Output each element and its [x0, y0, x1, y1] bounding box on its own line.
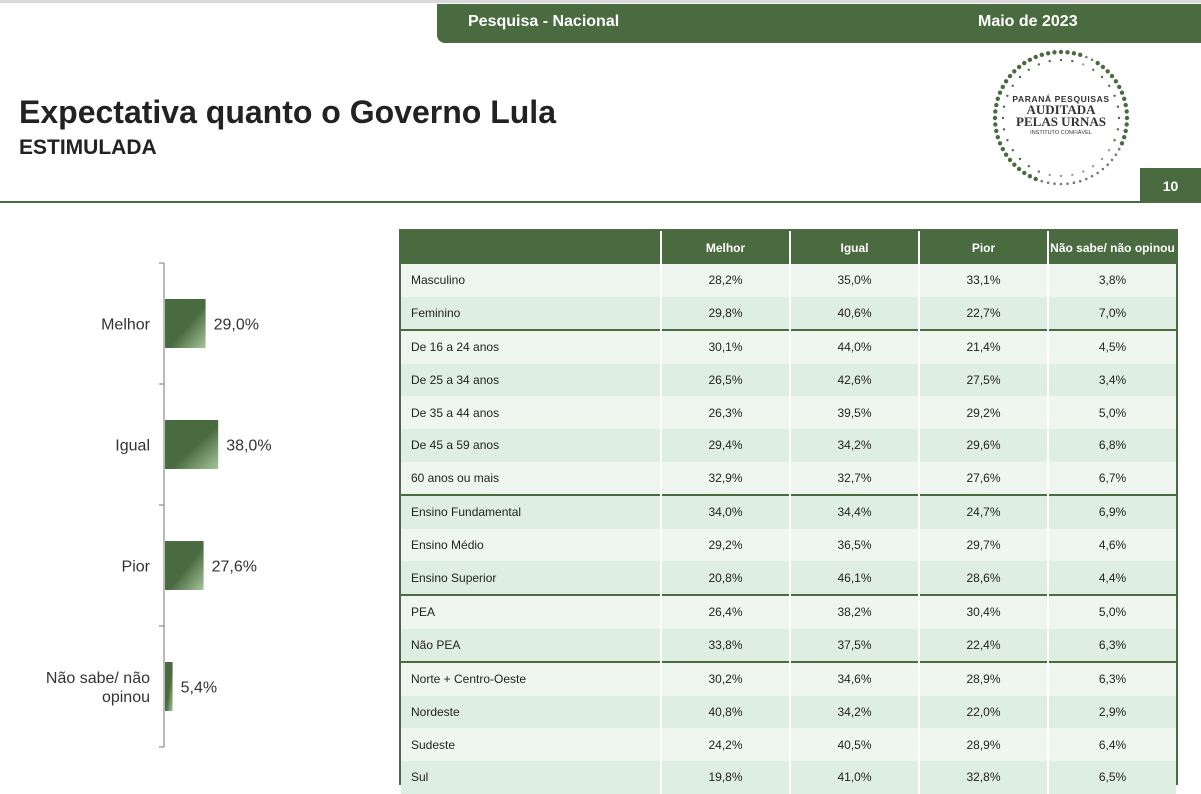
value-cell: 27,6%	[919, 462, 1048, 496]
logo-dot	[1004, 153, 1008, 157]
value-cell: 40,6%	[790, 297, 919, 331]
logo-dot	[1101, 158, 1103, 160]
value-cell: 29,8%	[661, 297, 790, 331]
logo-dot	[994, 103, 998, 107]
logo-dot	[1038, 170, 1040, 172]
logo-dot	[1125, 122, 1129, 126]
logo-dot	[1003, 106, 1005, 108]
logo-dot	[1096, 172, 1099, 175]
value-cell: 32,7%	[790, 462, 919, 496]
value-cell: 3,8%	[1048, 264, 1176, 297]
page-subtitle: ESTIMULADA	[19, 136, 157, 159]
value-cell: 29,7%	[919, 529, 1048, 562]
logo-dot	[1006, 139, 1008, 141]
logo-dot	[1108, 85, 1110, 87]
value-cell: 21,4%	[919, 330, 1048, 364]
logo-dot	[1022, 61, 1026, 65]
value-cell: 6,9%	[1048, 495, 1176, 529]
logo-dot	[1028, 174, 1032, 178]
value-cell: 20,8%	[661, 561, 790, 595]
audit-seal-logo	[980, 46, 1142, 196]
logo-dot	[994, 129, 998, 133]
chart-value-label: 29,0%	[213, 316, 259, 334]
logo-dot	[1102, 168, 1105, 171]
table-row	[401, 330, 1176, 364]
table-header-cell	[401, 231, 661, 264]
logo-dot	[1113, 139, 1115, 141]
value-cell: 29,4%	[661, 429, 790, 462]
logo-dot	[1060, 175, 1062, 177]
logo-dot	[1041, 180, 1044, 183]
value-cell: 30,4%	[919, 595, 1048, 629]
logo-dot	[1019, 76, 1021, 78]
logo-dot	[1066, 182, 1069, 185]
logo-dot	[1113, 95, 1115, 97]
value-cell: 3,4%	[1048, 364, 1176, 397]
value-cell: 46,1%	[790, 561, 919, 595]
table-row	[401, 429, 1176, 462]
logo-dot	[1012, 85, 1014, 87]
value-cell: 39,5%	[790, 396, 919, 429]
logo-dot	[1120, 141, 1124, 145]
value-cell: 26,3%	[661, 396, 790, 429]
row-label-cell: Nordeste	[401, 696, 661, 729]
logo-dot	[1079, 180, 1082, 183]
value-cell: 30,2%	[661, 662, 790, 696]
logo-dot	[1091, 59, 1094, 62]
table-row	[401, 595, 1176, 629]
logo-dot	[1028, 69, 1030, 71]
table-header-cell: Melhor	[661, 231, 790, 264]
logo-dot	[1085, 56, 1088, 59]
value-cell: 34,2%	[790, 429, 919, 462]
logo-line4: INSTITUTO CONFIÁVEL	[1030, 130, 1092, 136]
logo-dot	[1034, 177, 1038, 181]
survey-scope-label: Pesquisa - Nacional	[468, 13, 620, 30]
value-cell: 34,6%	[790, 662, 919, 696]
row-label-cell: Não PEA	[401, 629, 661, 663]
logo-dot	[1003, 128, 1005, 130]
chart-value-label: 27,6%	[211, 558, 257, 576]
logo-dot	[1117, 106, 1119, 108]
table-body	[401, 264, 1176, 794]
logo-dot	[1052, 50, 1056, 54]
logo-dot	[1059, 50, 1063, 54]
logo-dot	[1008, 74, 1012, 78]
logo-dot	[1125, 116, 1129, 120]
logo-dot	[1047, 181, 1050, 184]
chart-category-label: Não sabe/ não	[45, 670, 150, 687]
value-cell: 40,5%	[790, 728, 919, 761]
chart-value-label: 5,4%	[180, 679, 218, 697]
logo-dot	[993, 109, 997, 113]
logo-dot	[1046, 51, 1050, 55]
value-cell: 29,2%	[919, 396, 1048, 429]
logo-dot	[998, 91, 1002, 95]
logo-dot	[1082, 170, 1084, 172]
value-cell: 36,5%	[790, 529, 919, 562]
value-cell: 41,0%	[790, 761, 919, 794]
table-row	[401, 462, 1176, 496]
page-title: Expectativa quanto o Governo Lula	[19, 94, 556, 130]
logo-dot	[1028, 165, 1030, 167]
table-header-row	[401, 231, 1176, 264]
logo-dot	[1092, 69, 1094, 71]
value-cell: 5,0%	[1048, 595, 1176, 629]
value-cell: 38,2%	[790, 595, 919, 629]
value-cell: 32,9%	[661, 462, 790, 496]
logo-dot	[1008, 158, 1012, 162]
page-number: 10	[1140, 168, 1201, 202]
logo-dot	[1028, 58, 1032, 62]
value-cell: 4,5%	[1048, 330, 1176, 364]
logo-dot	[1071, 60, 1073, 62]
logo-dot	[1096, 61, 1100, 65]
logo-dot	[993, 116, 997, 120]
row-label-cell: Masculino	[401, 264, 661, 297]
value-cell: 22,4%	[919, 629, 1048, 663]
value-cell: 33,8%	[661, 629, 790, 663]
logo-dot	[1012, 163, 1016, 167]
chart-bar	[165, 299, 206, 348]
logo-dot	[1001, 85, 1005, 89]
logo-dot	[1017, 65, 1021, 69]
logo-dot	[1125, 109, 1129, 113]
logo-dot	[1106, 69, 1110, 73]
logo-dot	[1120, 91, 1124, 95]
logo-dot	[1049, 174, 1051, 176]
value-cell: 4,6%	[1048, 529, 1176, 562]
value-cell: 24,2%	[661, 728, 790, 761]
logo-dot	[1012, 69, 1016, 73]
logo-dot	[1101, 76, 1103, 78]
table-row	[401, 529, 1176, 562]
logo-dot	[1122, 97, 1126, 101]
value-cell: 32,8%	[919, 761, 1048, 794]
row-label-cell: De 45 a 59 anos	[401, 429, 661, 462]
value-cell: 6,8%	[1048, 429, 1176, 462]
logo-dot	[1049, 60, 1051, 62]
logo-line2: AUDITADA	[1026, 102, 1096, 117]
logo-line3: PELAS URNAS	[1016, 114, 1106, 129]
table-row	[401, 364, 1176, 397]
value-cell: 27,5%	[919, 364, 1048, 397]
table-row	[401, 264, 1176, 297]
logo-dot	[1124, 129, 1128, 133]
logo-dot	[1118, 148, 1121, 151]
row-label-cell: Sudeste	[401, 728, 661, 761]
logo-dot	[1038, 63, 1040, 65]
value-cell: 37,5%	[790, 629, 919, 663]
chart-category-label: Pior	[121, 558, 150, 576]
crosstab-table-wrapper	[399, 229, 1178, 785]
value-cell: 6,3%	[1048, 662, 1176, 696]
logo-dot	[1082, 63, 1084, 65]
value-cell: 40,8%	[661, 696, 790, 729]
value-cell: 5,0%	[1048, 396, 1176, 429]
logo-dot	[1117, 128, 1119, 130]
logo-dot	[1085, 178, 1088, 181]
logo-dot	[1040, 53, 1044, 57]
value-cell: 19,8%	[661, 761, 790, 794]
logo-dot	[1092, 165, 1094, 167]
value-cell: 28,9%	[919, 662, 1048, 696]
row-label-cell: Ensino Médio	[401, 529, 661, 562]
table-header-cell: Pior	[919, 231, 1048, 264]
row-label-cell: Ensino Superior	[401, 561, 661, 595]
value-cell: 6,5%	[1048, 761, 1176, 794]
table-row	[401, 662, 1176, 696]
logo-dot	[1091, 175, 1094, 178]
logo-dot	[1017, 167, 1021, 171]
table-row	[401, 728, 1176, 761]
bar-chart	[0, 255, 390, 755]
logo-dot	[1012, 149, 1014, 151]
row-label-cell: De 16 a 24 anos	[401, 330, 661, 364]
value-cell: 7,0%	[1048, 297, 1176, 331]
logo-dot	[1122, 135, 1126, 139]
value-cell: 26,5%	[661, 364, 790, 397]
table-row	[401, 561, 1176, 595]
value-cell: 22,0%	[919, 696, 1048, 729]
logo-dot	[993, 122, 997, 126]
header-divider	[0, 201, 1201, 203]
logo-dot	[1065, 50, 1069, 54]
logo-dot	[1114, 79, 1118, 83]
table-header-cell: Igual	[790, 231, 919, 264]
value-cell: 30,1%	[661, 330, 790, 364]
value-cell: 26,4%	[661, 595, 790, 629]
logo-dot	[1124, 103, 1128, 107]
logo-dot	[1004, 79, 1008, 83]
row-label-cell: Sul	[401, 761, 661, 794]
logo-dot	[1110, 74, 1114, 78]
logo-dot	[1071, 174, 1073, 176]
logo-dot	[1072, 51, 1076, 55]
table-row	[401, 297, 1176, 331]
chart-category-label: Igual	[115, 437, 150, 455]
row-label-cell: PEA	[401, 595, 661, 629]
logo-dot	[996, 135, 1000, 139]
logo-dot	[1022, 171, 1026, 175]
top-border	[0, 0, 1201, 3]
value-cell: 34,0%	[661, 495, 790, 529]
value-cell: 29,2%	[661, 529, 790, 562]
table-row	[401, 629, 1176, 663]
logo-dot	[1002, 117, 1004, 119]
logo-dot	[1111, 159, 1114, 162]
logo-dot	[1117, 85, 1121, 89]
logo-dot	[1118, 117, 1120, 119]
logo-line1: PARANÁ PESQUISAS	[1012, 94, 1110, 104]
logo-dot	[1060, 59, 1062, 61]
value-cell: 6,7%	[1048, 462, 1176, 496]
value-cell: 28,2%	[661, 264, 790, 297]
chart-category-label: opinou	[101, 689, 150, 706]
value-cell: 22,7%	[919, 297, 1048, 331]
value-cell: 24,7%	[919, 495, 1048, 529]
logo-dot	[1115, 153, 1118, 156]
header-bar	[437, 4, 1201, 43]
logo-dot	[1001, 147, 1005, 151]
chart-category-label: Melhor	[101, 316, 150, 334]
row-label-cell: 60 anos ou mais	[401, 462, 661, 496]
logo-dot	[998, 141, 1002, 145]
value-cell: 2,9%	[1048, 696, 1176, 729]
row-label-cell: Norte + Centro-Oeste	[401, 662, 661, 696]
logo-dot	[1060, 183, 1063, 186]
value-cell: 34,2%	[790, 696, 919, 729]
table-row	[401, 495, 1176, 529]
row-label-cell: Feminino	[401, 297, 661, 331]
logo-dot	[1034, 55, 1038, 59]
value-cell: 6,4%	[1048, 728, 1176, 761]
logo-dot	[1019, 158, 1021, 160]
chart-value-label: 38,0%	[226, 437, 272, 455]
logo-dot	[1053, 182, 1056, 185]
row-label-cell: Ensino Fundamental	[401, 495, 661, 529]
logo-dot	[1101, 65, 1105, 69]
chart-bar	[165, 541, 204, 590]
table-row	[401, 761, 1176, 794]
value-cell: 33,1%	[919, 264, 1048, 297]
table-row	[401, 696, 1176, 729]
value-cell: 34,4%	[790, 495, 919, 529]
survey-date-label: Maio de 2023	[978, 13, 1078, 30]
logo-dot	[1006, 95, 1008, 97]
value-cell: 28,9%	[919, 728, 1048, 761]
logo-dot	[1078, 53, 1082, 57]
logo-dot	[1106, 163, 1109, 166]
value-cell: 6,3%	[1048, 629, 1176, 663]
crosstab-table	[401, 231, 1176, 794]
value-cell: 35,0%	[790, 264, 919, 297]
table-row	[401, 396, 1176, 429]
table-header-cell: Não sabe/ não opinou	[1048, 231, 1176, 264]
chart-bar	[165, 420, 218, 469]
logo-dot	[996, 97, 1000, 101]
value-cell: 42,6%	[790, 364, 919, 397]
row-label-cell: De 35 a 44 anos	[401, 396, 661, 429]
chart-bar	[165, 662, 173, 711]
value-cell: 4,4%	[1048, 561, 1176, 595]
value-cell: 28,6%	[919, 561, 1048, 595]
logo-dot	[1108, 149, 1110, 151]
value-cell: 29,6%	[919, 429, 1048, 462]
row-label-cell: De 25 a 34 anos	[401, 364, 661, 397]
logo-dot	[1073, 181, 1076, 184]
value-cell: 44,0%	[790, 330, 919, 364]
